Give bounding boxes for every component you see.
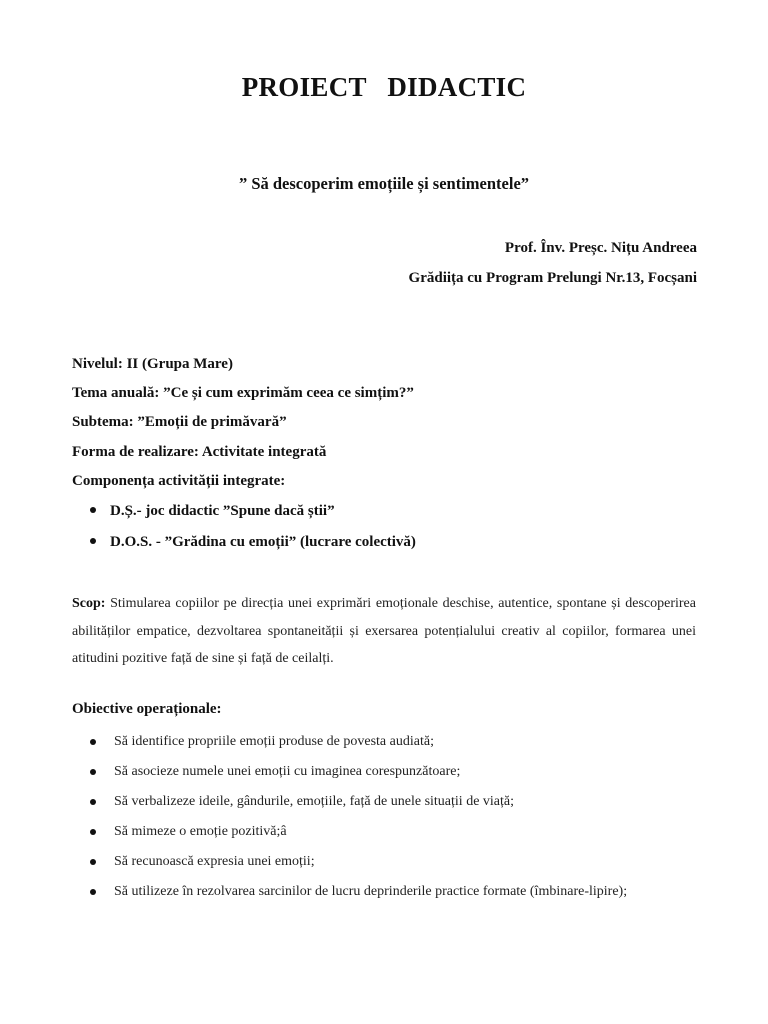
- bullet-icon: [90, 889, 96, 895]
- bullet-icon: [90, 829, 96, 835]
- component-label: D.O.S. - ”Grădina cu emoții” (lucrare colectivă): [110, 534, 416, 550]
- scope-paragraph: [72, 590, 696, 673]
- bullet-icon: [90, 507, 96, 513]
- objective-text: Să asocieze numele unei emoții cu imaginea corespunzătoare;: [114, 764, 461, 779]
- page-title: PROIECT DIDACTIC: [241, 72, 527, 102]
- level-line: Nivelul: II (Grupa Mare): [72, 356, 233, 372]
- bullet-icon: [90, 739, 96, 745]
- institution-name: Grădiița cu Program Prelungi Nr.13, Focșani: [408, 270, 697, 286]
- objective-text: Să verbalizeze ideile, gândurile, emoțiile, față de unele situații de viață;: [114, 794, 514, 809]
- objective-text: Să recunoască expresia unei emoții;: [114, 854, 315, 869]
- objective-item: [90, 817, 696, 847]
- objective-text: Să identifice propriile emoții produse de povesta audiată;: [114, 734, 434, 749]
- bullet-icon: [90, 799, 96, 805]
- scope-label: Scop:: [72, 596, 106, 611]
- bullet-icon: [90, 769, 96, 775]
- component-label: D.Ș.- joc didactic ”Spune dacă știi”: [110, 503, 335, 519]
- objective-text: Să mimeze o emoție pozitivă;â: [114, 824, 287, 839]
- objective-item: [90, 757, 696, 787]
- annual-theme-line: Tema anuală: ”Ce și cum exprimăm ceea ce simțim?”: [72, 385, 414, 401]
- component-item: [90, 534, 416, 551]
- author-name: Prof. Înv. Preșc. Nițu Andreea: [504, 240, 697, 256]
- objective-item: [90, 787, 696, 817]
- objective-text: Să utilizeze în rezolvarea sarcinilor de lucru deprinderile practice formate (îmbinare-lipire);: [114, 884, 628, 899]
- objective-item: [90, 847, 696, 877]
- objectives-heading: Obiective operaționale:: [72, 701, 222, 717]
- components-heading: Componența activității integrate:: [72, 473, 286, 489]
- objectives-list: [90, 727, 696, 906]
- objective-item: [90, 727, 696, 757]
- scope-text: Stimularea copiilor pe direcția unei exprimări emoționale deschise, autentice, spontane și descoperirea abilităților empatice, dezvoltarea spontaneității și exersarea potențialului creativ al copiilor, formarea unei atitudini pozitive față de sine și față de ceilalți.: [72, 596, 696, 666]
- form-line: Forma de realizare: Activitate integrată: [72, 444, 327, 460]
- bullet-icon: [90, 859, 96, 865]
- bullet-icon: [90, 538, 96, 544]
- project-subtitle: ” Să descoperim emoțiile și sentimentele”: [238, 174, 530, 193]
- component-item: [90, 503, 335, 520]
- subtheme-line: Subtema: ”Emoții de primăvară”: [72, 414, 287, 430]
- objective-item: [90, 877, 696, 906]
